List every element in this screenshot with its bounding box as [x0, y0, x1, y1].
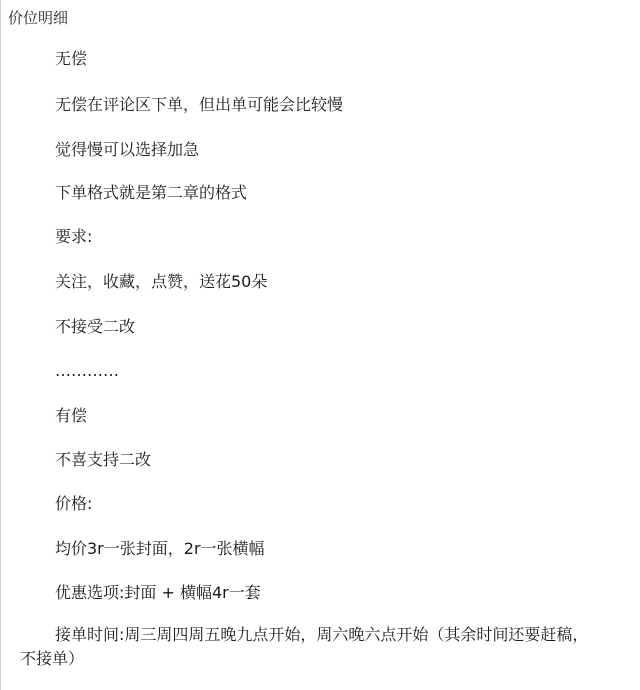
line-free-heading: 无偿 [55, 49, 88, 68]
line-free-order-note: 无偿在评论区下单，但出单可能会比较慢 [55, 95, 344, 114]
line-requirements-heading: 要求: [55, 227, 93, 246]
page-title: 价位明细 [8, 9, 69, 27]
line-rush-option: 觉得慢可以选择加急 [55, 140, 200, 159]
line-requirements: 关注，收藏，点赞，送花50朵 [55, 272, 268, 291]
line-price-heading: 价格: [55, 494, 93, 513]
line-paid-heading: 有偿 [55, 406, 88, 425]
line-order-time: 接单时间:周三周四周五晚九点开始，周六晚六点开始（其余时间还要赶稿，不接单） [20, 625, 589, 668]
line-price-average: 均价3r一张封面，2r一张横幅 [55, 539, 265, 558]
line-discount-option: 优惠选项:封面 + 横幅4r一套 [55, 583, 261, 602]
left-border [0, 0, 1, 690]
line-separator: ………… [55, 361, 119, 380]
line-order-format: 下单格式就是第二章的格式 [55, 183, 248, 202]
line-no-revision: 不接受二改 [55, 317, 136, 336]
line-revision-support: 不喜支持二改 [55, 450, 152, 469]
